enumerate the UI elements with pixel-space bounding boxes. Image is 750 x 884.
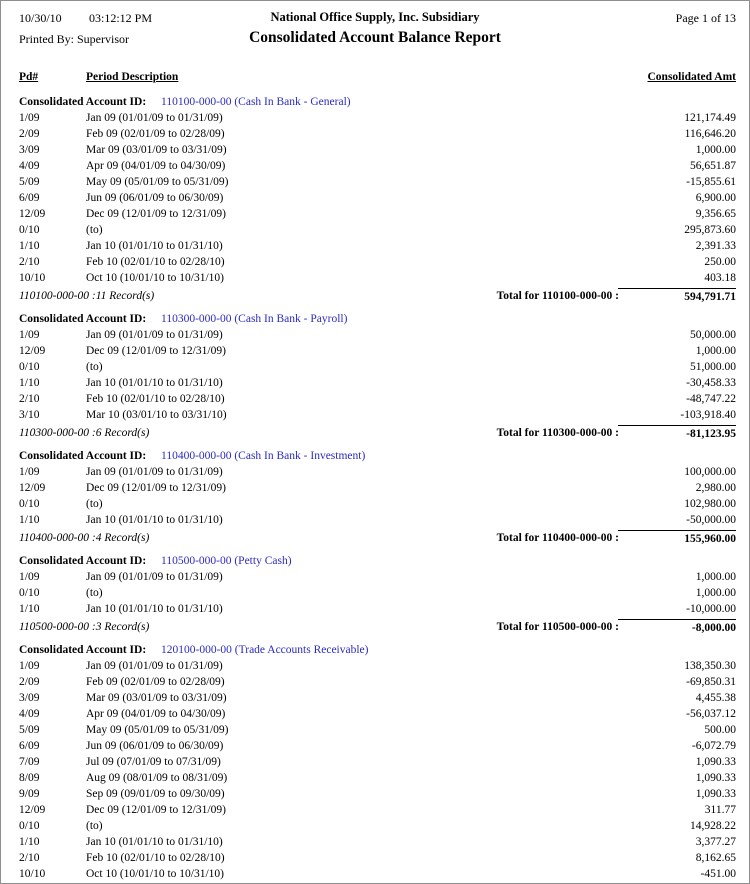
period-description: Oct 10 (10/01/10 to 10/31/10)	[86, 868, 224, 880]
period-amount: 500.00	[704, 724, 736, 736]
period-amount: -30,458.33	[686, 377, 736, 389]
period-amount: 1,000.00	[695, 144, 736, 156]
period-description: Jan 10 (01/01/10 to 01/31/10)	[86, 240, 223, 252]
period-amount: 1,090.33	[695, 756, 736, 768]
period-row	[1, 603, 749, 619]
record-count: 110300-000-00 :6 Record(s)	[19, 427, 150, 439]
account-header-row	[1, 450, 749, 466]
period-row	[1, 208, 749, 224]
report-title: Consolidated Account Balance Report	[249, 29, 501, 46]
period-row	[1, 587, 749, 603]
period-description: Jan 09 (01/01/09 to 01/31/09)	[86, 329, 223, 341]
period-amount: 56,651.87	[690, 160, 736, 172]
period-amount: 51,000.00	[690, 361, 736, 373]
period-description: Feb 09 (02/01/09 to 02/28/09)	[86, 128, 225, 140]
period-row	[1, 852, 749, 868]
period-description: Feb 10 (02/01/10 to 02/28/10)	[86, 256, 225, 268]
period-number: 12/09	[19, 345, 46, 357]
period-amount: 403.18	[704, 272, 736, 284]
period-row	[1, 740, 749, 756]
period-number: 5/09	[19, 176, 40, 188]
total-amount: 155,960.00	[618, 530, 736, 545]
column-header-pd: Pd#	[19, 71, 39, 83]
period-row	[1, 660, 749, 676]
printed-by: Printed By: Supervisor	[19, 32, 129, 46]
period-description: Dec 09 (12/01/09 to 12/31/09)	[86, 345, 226, 357]
period-description: Jul 09 (07/01/09 to 07/31/09)	[86, 756, 221, 768]
period-description: Jun 09 (06/01/09 to 06/30/09)	[86, 192, 224, 204]
period-row	[1, 788, 749, 804]
period-amount: -69,850.31	[686, 676, 736, 688]
period-number: 0/10	[19, 224, 40, 236]
period-number: 2/10	[19, 852, 40, 864]
period-row	[1, 676, 749, 692]
period-amount: 9,356.65	[695, 208, 736, 220]
period-row	[1, 176, 749, 192]
period-row	[1, 409, 749, 425]
period-row	[1, 128, 749, 144]
total-label: Total for 110400-000-00 :	[496, 532, 619, 544]
account-section	[1, 96, 749, 308]
period-description: (to)	[86, 361, 103, 373]
period-amount: 100,000.00	[684, 466, 736, 478]
period-row	[1, 256, 749, 272]
period-amount: -50,000.00	[686, 514, 736, 526]
period-number: 12/09	[19, 804, 46, 816]
period-number: 1/10	[19, 240, 40, 252]
section-total-row	[1, 530, 749, 550]
period-row	[1, 224, 749, 240]
period-number: 1/09	[19, 466, 40, 478]
period-amount: -103,918.40	[680, 409, 736, 421]
period-description: Apr 09 (04/01/09 to 04/30/09)	[86, 160, 226, 172]
period-number: 2/10	[19, 393, 40, 405]
print-date: 10/30/10	[19, 11, 62, 25]
period-row	[1, 482, 749, 498]
period-description: Jan 09 (01/01/09 to 01/31/09)	[86, 466, 223, 478]
period-row	[1, 692, 749, 708]
period-number: 1/10	[19, 377, 40, 389]
section-total-row	[1, 425, 749, 445]
account-section	[1, 450, 749, 550]
period-description: Jan 09 (01/01/09 to 01/31/09)	[86, 112, 223, 124]
period-row	[1, 804, 749, 820]
period-amount: 1,000.00	[695, 571, 736, 583]
period-number: 12/09	[19, 208, 46, 220]
period-description: Jan 10 (01/01/10 to 01/31/10)	[86, 603, 223, 615]
period-description: Dec 09 (12/01/09 to 12/31/09)	[86, 804, 226, 816]
period-number: 8/09	[19, 772, 40, 784]
period-description: Feb 10 (02/01/10 to 02/28/10)	[86, 852, 225, 864]
account-id-label: Consolidated Account ID:	[19, 313, 147, 325]
account-section	[1, 313, 749, 445]
section-total-row	[1, 619, 749, 639]
period-number: 1/09	[19, 571, 40, 583]
period-number: 7/09	[19, 756, 40, 768]
period-number: 1/10	[19, 603, 40, 615]
period-number: 12/09	[19, 482, 46, 494]
period-description: (to)	[86, 587, 103, 599]
period-description: (to)	[86, 224, 103, 236]
total-label: Total for 110500-000-00 :	[496, 621, 619, 633]
period-number: 6/09	[19, 740, 40, 752]
period-description: Feb 10 (02/01/10 to 02/28/10)	[86, 393, 225, 405]
account-section	[1, 555, 749, 639]
period-number: 5/09	[19, 724, 40, 736]
period-description: Jan 10 (01/01/10 to 01/31/10)	[86, 514, 223, 526]
period-row	[1, 160, 749, 176]
period-amount: 2,391.33	[695, 240, 736, 252]
account-section	[1, 644, 749, 884]
period-amount: 1,090.33	[695, 788, 736, 800]
period-description: Oct 10 (10/01/10 to 10/31/10)	[86, 272, 224, 284]
company-name: National Office Supply, Inc. Subsidiary	[270, 10, 480, 24]
period-number: 2/10	[19, 256, 40, 268]
total-label: Total for 110300-000-00 :	[496, 427, 619, 439]
total-amount: -8,000.00	[618, 619, 736, 634]
total-amount: -81,123.95	[618, 425, 736, 440]
period-number: 3/09	[19, 144, 40, 156]
period-description: Jan 09 (01/01/09 to 01/31/09)	[86, 571, 223, 583]
section-total-row	[1, 288, 749, 308]
period-number: 4/09	[19, 160, 40, 172]
record-count: 110400-000-00 :4 Record(s)	[19, 532, 150, 544]
period-row	[1, 466, 749, 482]
period-number: 2/09	[19, 128, 40, 140]
period-row	[1, 112, 749, 128]
period-amount: -56,037.12	[686, 708, 736, 720]
period-description: (to)	[86, 498, 103, 510]
period-row	[1, 820, 749, 836]
account-header-row	[1, 555, 749, 571]
period-row	[1, 514, 749, 530]
account-header-row	[1, 313, 749, 329]
period-amount: 4,455.38	[695, 692, 736, 704]
period-number: 1/10	[19, 836, 40, 848]
period-description: Jun 09 (06/01/09 to 06/30/09)	[86, 740, 224, 752]
period-description: (to)	[86, 820, 103, 832]
period-number: 1/10	[19, 514, 40, 526]
period-amount: 14,928.22	[690, 820, 736, 832]
period-description: Sep 09 (09/01/09 to 09/30/09)	[86, 788, 225, 800]
period-row	[1, 240, 749, 256]
total-amount: 594,791.71	[618, 288, 736, 303]
account-id-label: Consolidated Account ID:	[19, 555, 147, 567]
period-amount: 295,873.60	[684, 224, 736, 236]
period-description: Jan 10 (01/01/10 to 01/31/10)	[86, 836, 223, 848]
account-id-link[interactable]: 120100-000-00 (Trade Accounts Receivable)	[161, 644, 369, 656]
period-amount: 8,162.65	[695, 852, 736, 864]
period-number: 0/10	[19, 361, 40, 373]
account-id-link[interactable]: 110400-000-00 (Cash In Bank - Investment)	[161, 450, 366, 462]
period-description: May 09 (05/01/09 to 05/31/09)	[86, 176, 229, 188]
column-header-amount: Consolidated Amt	[647, 71, 736, 83]
report-header	[1, 1, 749, 59]
period-description: Mar 09 (03/01/09 to 03/31/09)	[86, 692, 227, 704]
account-id-link[interactable]: 110300-000-00 (Cash In Bank - Payroll)	[161, 313, 348, 325]
period-number: 0/10	[19, 587, 40, 599]
period-number: 0/10	[19, 498, 40, 510]
period-row	[1, 708, 749, 724]
period-amount: 116,646.20	[684, 128, 736, 140]
period-number: 1/09	[19, 660, 40, 672]
period-amount: 311.77	[704, 804, 736, 816]
period-number: 10/10	[19, 272, 46, 284]
period-row	[1, 498, 749, 514]
period-description: Feb 09 (02/01/09 to 02/28/09)	[86, 676, 225, 688]
period-number: 4/09	[19, 708, 40, 720]
period-number: 2/09	[19, 676, 40, 688]
period-amount: 138,350.30	[684, 660, 736, 672]
account-id-link[interactable]: 110500-000-00 (Petty Cash)	[161, 555, 292, 567]
period-amount: -6,072.79	[691, 740, 736, 752]
period-row	[1, 345, 749, 361]
column-header-row	[1, 71, 749, 91]
period-number: 1/09	[19, 112, 40, 124]
total-label: Total for 110100-000-00 :	[496, 290, 619, 302]
period-amount: -48,747.22	[686, 393, 736, 405]
period-amount: 2,980.00	[695, 482, 736, 494]
column-header-period: Period Description	[86, 71, 179, 83]
period-description: Jan 10 (01/01/10 to 01/31/10)	[86, 377, 223, 389]
period-row	[1, 361, 749, 377]
period-row	[1, 724, 749, 740]
account-id-label: Consolidated Account ID:	[19, 450, 147, 462]
period-row	[1, 144, 749, 160]
period-number: 10/10	[19, 868, 46, 880]
record-count: 110500-000-00 :3 Record(s)	[19, 621, 150, 633]
period-row	[1, 756, 749, 772]
account-id-label: Consolidated Account ID:	[19, 644, 147, 656]
period-row	[1, 393, 749, 409]
period-description: Dec 09 (12/01/09 to 12/31/09)	[86, 208, 226, 220]
print-time: 03:12:12 PM	[89, 11, 153, 25]
account-id-label: Consolidated Account ID:	[19, 96, 147, 108]
period-number: 0/10	[19, 820, 40, 832]
period-amount: -451.00	[700, 868, 736, 880]
account-header-row	[1, 644, 749, 660]
period-description: May 09 (05/01/09 to 05/31/09)	[86, 724, 229, 736]
period-row	[1, 836, 749, 852]
period-number: 1/09	[19, 329, 40, 341]
account-id-link[interactable]: 110100-000-00 (Cash In Bank - General)	[161, 96, 351, 108]
period-amount: 1,000.00	[695, 587, 736, 599]
period-description: Mar 09 (03/01/09 to 03/31/09)	[86, 144, 227, 156]
period-number: 3/09	[19, 692, 40, 704]
period-description: Dec 09 (12/01/09 to 12/31/09)	[86, 482, 226, 494]
period-row	[1, 377, 749, 393]
page-number: Page 1 of 13	[675, 11, 736, 25]
period-row	[1, 272, 749, 288]
period-description: Jan 09 (01/01/09 to 01/31/09)	[86, 660, 223, 672]
period-number: 9/09	[19, 788, 40, 800]
period-amount: 121,174.49	[684, 112, 736, 124]
period-row	[1, 772, 749, 788]
period-amount: 1,090.33	[695, 772, 736, 784]
account-header-row	[1, 96, 749, 112]
period-row	[1, 329, 749, 345]
period-row	[1, 868, 749, 884]
period-row	[1, 192, 749, 208]
period-amount: 250.00	[704, 256, 736, 268]
period-amount: 102,980.00	[684, 498, 736, 510]
record-count: 110100-000-00 :11 Record(s)	[19, 290, 155, 302]
period-amount: 3,377.27	[695, 836, 736, 848]
period-amount: -10,000.00	[686, 603, 736, 615]
period-number: 6/09	[19, 192, 40, 204]
period-amount: 6,900.00	[695, 192, 736, 204]
period-amount: 50,000.00	[690, 329, 736, 341]
period-description: Apr 09 (04/01/09 to 04/30/09)	[86, 708, 226, 720]
report-body	[1, 96, 749, 884]
period-amount: -15,855.61	[686, 176, 736, 188]
period-amount: 1,000.00	[695, 345, 736, 357]
period-row	[1, 571, 749, 587]
period-description: Mar 10 (03/01/10 to 03/31/10)	[86, 409, 227, 421]
period-description: Aug 09 (08/01/09 to 08/31/09)	[86, 772, 228, 784]
period-number: 3/10	[19, 409, 40, 421]
